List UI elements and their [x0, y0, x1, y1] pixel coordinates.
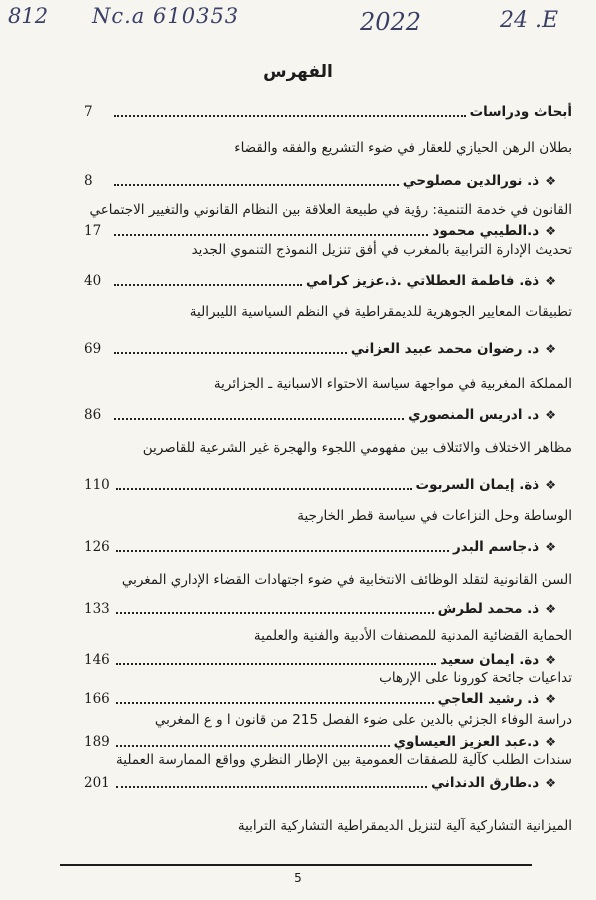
dot-leader — [116, 745, 390, 747]
toc-author-row — [84, 406, 556, 424]
toc-author-name: د.عبد العزيز العيساوي — [393, 734, 540, 750]
toc-topic: الحماية القضائية المدنية للمصنفات الأدبية والفنية والعلمية — [253, 628, 572, 644]
toc-page-number: 40 — [84, 273, 102, 289]
dot-leader — [116, 702, 434, 704]
diamond-bullet-icon: ❖ — [545, 408, 556, 422]
diamond-bullet-icon: ❖ — [545, 540, 556, 554]
dot-leader — [116, 612, 434, 614]
dot-leader — [116, 488, 412, 490]
toc-section-row — [84, 103, 572, 121]
diamond-bullet-icon: ❖ — [545, 224, 556, 238]
toc-topic: القانون في خدمة التنمية: رؤية في طبيعة العلاقة بين النظام القانوني والتغيير الاجتماعي — [89, 202, 572, 218]
toc-author-row — [84, 600, 556, 618]
dot-leader — [114, 352, 347, 354]
toc-topic: الميزانية التشاركية آلية لتنزيل الديمقراطية التشاركية الترابية — [237, 818, 572, 834]
toc-author-name: دة. ايمان سعيد — [440, 652, 540, 668]
toc-page-number: 8 — [84, 173, 93, 189]
dot-leader — [116, 550, 449, 552]
diamond-bullet-icon: ❖ — [545, 342, 556, 356]
toc-author-row — [84, 340, 556, 358]
toc-author-row — [84, 733, 556, 751]
toc-author-name: د.الطيبي محمود — [432, 223, 540, 239]
toc-author-name: ذة. إيمان السربوت — [415, 477, 540, 493]
toc-page-number: 166 — [84, 691, 110, 707]
toc-author-row — [84, 172, 556, 190]
diamond-bullet-icon: ❖ — [545, 776, 556, 790]
handwritten-year: 2022 — [360, 8, 422, 36]
toc-author-row — [84, 538, 556, 556]
diamond-bullet-icon: ❖ — [545, 653, 556, 667]
diamond-bullet-icon: ❖ — [545, 692, 556, 706]
toc-section-title: أبحاث ودراسات — [469, 104, 572, 120]
toc-topic: السن القانونية لتقلد الوظائف الانتخابية في ضوء اجتهادات القضاء الإداري المغربي — [121, 572, 572, 588]
toc-topic: سندات الطلب كآلية للصفقات العمومية بين الإطار النظري وواقع الممارسة العملية — [116, 752, 572, 768]
page-number: 5 — [294, 871, 302, 885]
toc-page-number: 17 — [84, 223, 102, 239]
toc-page-number: 201 — [84, 775, 110, 791]
diamond-bullet-icon: ❖ — [545, 602, 556, 616]
toc-page-number: 110 — [84, 477, 110, 493]
dot-leader — [114, 284, 302, 286]
handwritten-ref-code: Nc.a 610353 — [92, 4, 240, 28]
handwritten-issue: 24 .E — [500, 8, 559, 33]
toc-author-name: ذ. نورالدين مصلوحي — [402, 173, 540, 189]
toc-topic: دراسة الوفاء الجزئي بالدين على ضوء الفصل 215 من قانون ا و ع المغربي — [154, 712, 572, 728]
footer-divider — [60, 864, 532, 866]
toc-author-name: ذة. فاطمة العطلاتي .ذ.عزيز كرامي — [305, 273, 540, 289]
diamond-bullet-icon: ❖ — [545, 735, 556, 749]
toc-author-row — [84, 476, 556, 494]
toc-author-row — [84, 222, 556, 240]
toc-author-name: د. رضوان محمد عبيد العزاني — [350, 341, 540, 357]
dot-leader — [114, 115, 466, 117]
dot-leader — [114, 418, 404, 420]
toc-topic: تطبيقات المعايير الجوهرية للديمقراطية في النظم السياسية الليبرالية — [189, 304, 572, 320]
toc-author-row — [84, 774, 556, 792]
toc-topic: الوساطة وحل النزاعات في سياسة قطر الخارجية — [297, 508, 572, 524]
toc-author-name: ذ.جاسم البدر — [453, 539, 540, 555]
toc-topic: بطلان الرهن الحيازي للعقار في ضوء التشريع والفقه والقضاء — [234, 140, 572, 156]
toc-page-number: 86 — [84, 407, 102, 423]
toc-page-number: 69 — [84, 341, 102, 357]
diamond-bullet-icon: ❖ — [545, 174, 556, 188]
toc-page-number: 189 — [84, 734, 110, 750]
dot-leader — [116, 786, 427, 788]
toc-topic: المملكة المغربية في مواجهة سياسة الاحتواء الاسبانية ـ الجزائرية — [213, 376, 572, 392]
dot-leader — [116, 663, 436, 665]
toc-page-number: 7 — [84, 104, 93, 120]
page-title: الفهرس — [263, 62, 333, 82]
toc-topic: تداعيات جائحة كورونا على الإرهاب — [379, 670, 572, 686]
toc-author-row — [84, 272, 556, 290]
toc-topic: تحديث الإدارة الترابية بالمغرب في أفق تنزيل النموذج التنموي الجديد — [191, 242, 572, 258]
toc-author-name: د.طارق الدنداني — [431, 775, 540, 791]
toc-author-name: د. ادريس المنصوري — [408, 407, 540, 423]
toc-author-row — [84, 651, 556, 669]
toc-author-name: ذ. رشيد العاجي — [437, 691, 540, 707]
toc-page-number: 146 — [84, 652, 110, 668]
toc-topic: مظاهر الاختلاف والائتلاف بين مفهومي اللجوء والهجرة غير الشرعية للقاصرين — [142, 440, 572, 456]
diamond-bullet-icon: ❖ — [545, 274, 556, 288]
toc-page-number: 133 — [84, 601, 110, 617]
toc-author-row — [84, 690, 556, 708]
handwritten-ref-prefix: 812 — [8, 4, 49, 28]
toc-author-name: ذ. محمد لطرش — [437, 601, 540, 617]
dot-leader — [114, 234, 428, 236]
dot-leader — [114, 184, 399, 186]
toc-page-number: 126 — [84, 539, 110, 555]
diamond-bullet-icon: ❖ — [545, 478, 556, 492]
